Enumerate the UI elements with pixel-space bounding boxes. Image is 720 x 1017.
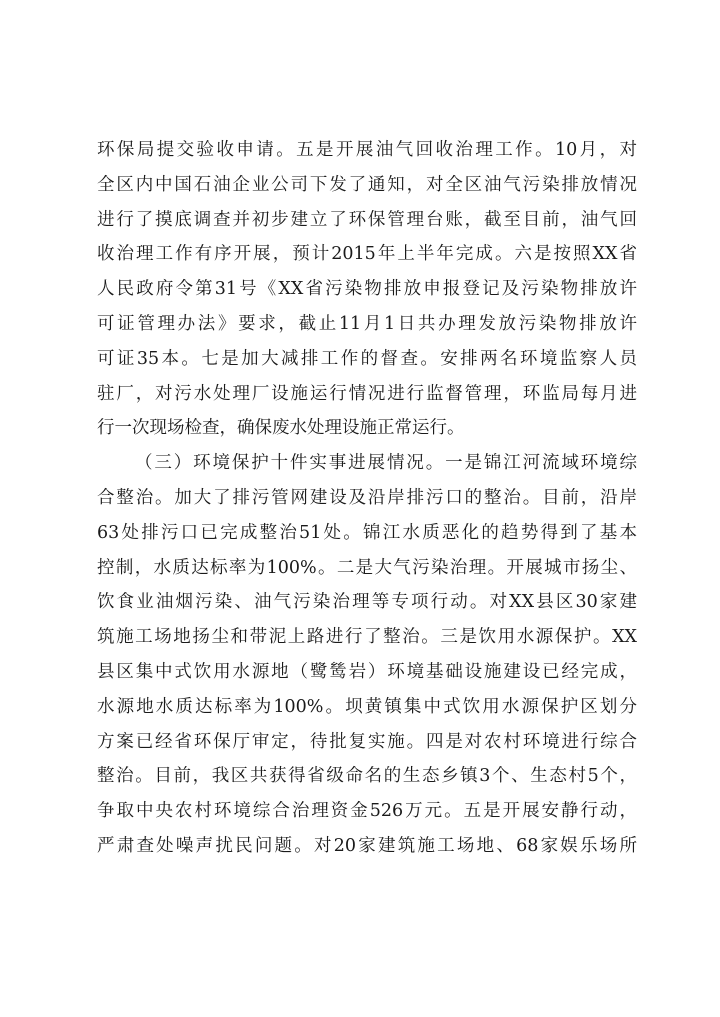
text-line-9: 行一次现场检查，确保废水处理设施正常运行。 [97, 418, 465, 439]
text-line-19: 整治。目前，我区共获得省级命名的生态乡镇3个、生态村5个， [97, 766, 637, 787]
text-line-5: 人民政府令第31号《XX省污染物排放申报登记及污染物排放许 [97, 279, 637, 300]
text-line-11: 合整治。加大了排污管网建设及沿岸排污口的整治。目前，沿岸 [97, 487, 637, 508]
text-line-16: 县区集中式饮用水源地（鹭鸶岩）环境基础设施建设已经完成， [97, 661, 637, 682]
text-line-8: 驻厂，对污水处理厂设施运行情况进行监督管理，环监局每月进 [97, 383, 637, 404]
text-line-1: 环保局提交验收申请。五是开展油气回收治理工作。10月，对 [97, 140, 637, 160]
body-text [97, 133, 637, 864]
text-line-20: 争取中央农村环境综合治理资金526万元。五是开展安静行动， [97, 801, 637, 822]
text-line-12: 63处排污口已完成整治51处。锦江水质恶化的趋势得到了基本 [97, 522, 637, 543]
text-line-14: 饮食业油烟污染、油气污染治理等专项行动。对XX县区30家建 [97, 592, 637, 613]
text-line-3: 进行了摸底调查并初步建立了环保管理台账，截至目前，油气回 [97, 209, 637, 230]
text-line-21: 严肃查处噪声扰民问题。对20家建筑施工场地、68家娱乐场所 [97, 835, 637, 856]
text-line-2: 全区内中国石油企业公司下发了通知，对全区油气污染排放情况 [97, 174, 637, 195]
text-line-15: 筑施工场地扬尘和带泥上路进行了整治。三是饮用水源保护。XX [97, 627, 637, 648]
text-line-18: 方案已经省环保厅审定，待批复实施。四是对农村环境进行综合 [97, 731, 637, 752]
text-line-10: （三）环境保护十件实事进展情况。一是锦江河流域环境综 [135, 453, 637, 474]
text-line-13: 控制，水质达标率为100%。二是大气污染治理。开展城市扬尘、 [97, 557, 637, 578]
text-line-4: 收治理工作有序开展，预计2015年上半年完成。六是按照XX省 [97, 244, 637, 265]
text-line-17: 水源地水质达标率为100%。坝黄镇集中式饮用水源保护区划分 [97, 696, 637, 717]
text-line-6: 可证管理办法》要求，截止11月1日共办理发放污染物排放许 [97, 313, 637, 334]
text-line-7: 可证35本。七是加大减排工作的督查。安排两名环境监察人员 [97, 348, 637, 369]
